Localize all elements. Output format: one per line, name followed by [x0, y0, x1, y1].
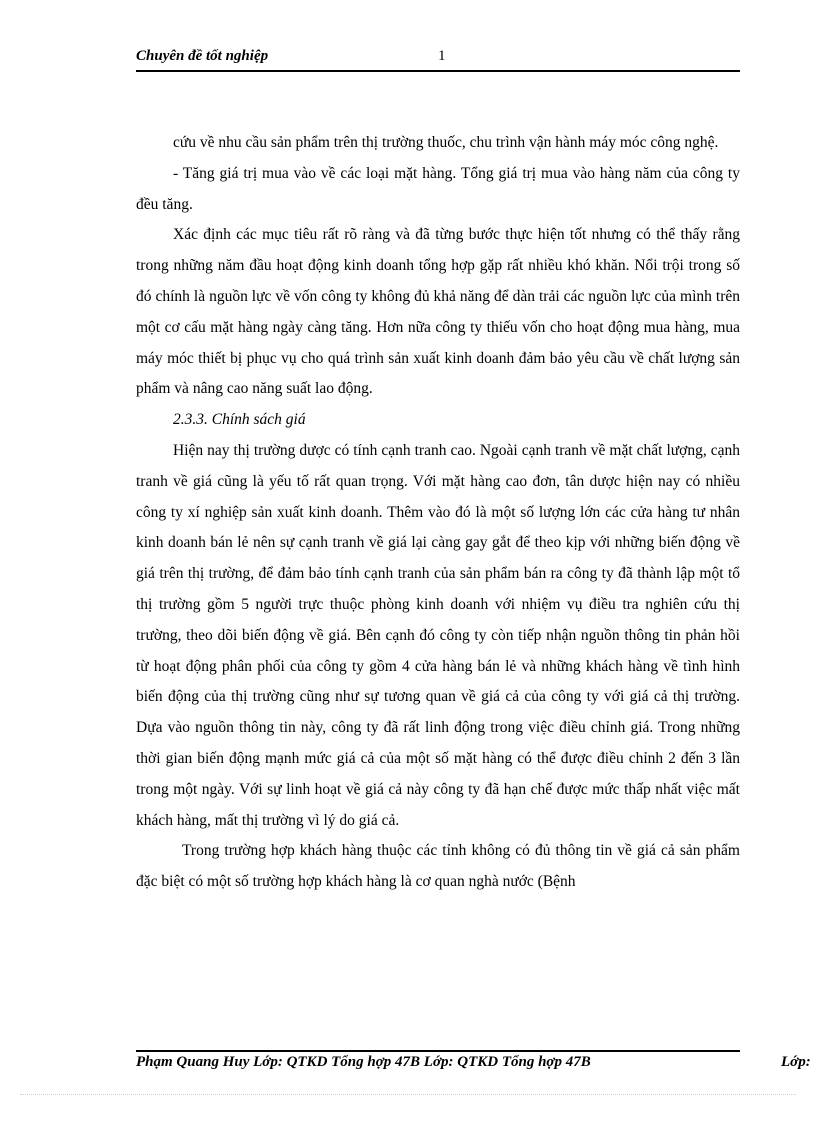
footer-text: Phạm Quang Huy Lớp: QTKD Tổng hợp 47B Lớp: QTKD Tổng hợp 47B — [136, 1054, 591, 1070]
page-header — [136, 48, 740, 72]
section-heading: 2.3.3. Chính sách giá — [173, 411, 306, 429]
paragraph-continuation: cứu về nhu cầu sản phẩm trên thị trường thuốc, chu trình vận hành máy móc công nghệ. — [173, 134, 719, 151]
paragraph-price-policy: Hiện nay thị trường dược có tính cạnh tranh cao. Ngoài cạnh tranh về mặt chất lượng, cạnh tranh về giá cũng là yếu tố rất quan trọng. Với mặt hàng cao đơn, tân dược hiện nay có nhiều công ty xí nghiệp sản xuất kinh doanh. Thêm vào đó là một số lượng lớn các cửa hàng tư nhân kinh doanh bán lẻ nên sự cạnh tranh về giá lại càng gay gắt để theo kịp với những biến động về giá trên thị trường, để đảm bảo tính cạnh tranh của sản phẩm bán ra công ty đã thành lập một tổ thị trường gồm 5 người trực thuộc phòng kinh doanh với nhiệm vụ điều tra nghiên cứu thị trường, theo dõi biến động về giá. Bên cạnh đó công ty còn tiếp nhận nguồn thông tin phản hồi từ hoạt động phân phối của công ty gồm 4 cửa hàng bán lẻ và những khách hàng về tình hình biến động của thị trường cũng như sự tương quan về giá cả của công ty với giá cả thị trường. Dựa vào nguồn thông tin này, công ty đã rất linh động trong việc điều chỉnh giá. Trong những thời gian biến động mạnh mức giá cả của một số mặt hàng có thể được điều chỉnh 2 đến 3 lần trong một ngày. Với sự linh hoạt về giá cả này công ty đã hạn chế được mức thấp nhất việc mất khách hàng, mất thị trường vì lý do giá cả. — [136, 441, 740, 829]
page-number: 1 — [438, 48, 446, 64]
footer-tail: Lớp: — [781, 1054, 811, 1070]
document-body — [136, 128, 740, 898]
paragraph-difficulties: Xác định các mục tiêu rất rõ ràng và đã từng bước thực hiện tốt nhưng có thể thấy rằng trong những năm đầu hoạt động kinh doanh tổng hợp gặp rất nhiều khó khăn. Nổi trội trong số đó chính là nguồn lực về vốn công ty không đủ khả năng để dàn trải các nguồn lực của mình trên một cơ cấu mặt hàng ngày càng tăng. Hơn nữa công ty thiếu vốn cho hoạt động mua hàng, mua máy móc thiết bị phục vụ cho quá trình sản xuất kinh doanh đảm bảo yêu cầu về chất lượng sản phẩm và nâng cao năng suất lao động. — [136, 226, 740, 398]
paragraph-provincial-customers: Trong trường hợp khách hàng thuộc các tỉnh không có đủ thông tin về giá cả sản phẩm đặc biệt có một số trường hợp khách hàng là cơ quan nghà nước (Bệnh — [136, 842, 740, 891]
footer-rule — [136, 1050, 740, 1052]
header-title: Chuyên đề tốt nghiệp — [136, 48, 269, 64]
paragraph-bullet: - Tăng giá trị mua vào về các loại mặt hàng. Tổng giá trị mua vào hàng năm của công ty đều tăng. — [136, 164, 740, 213]
page-bottom-divider — [20, 1094, 796, 1095]
